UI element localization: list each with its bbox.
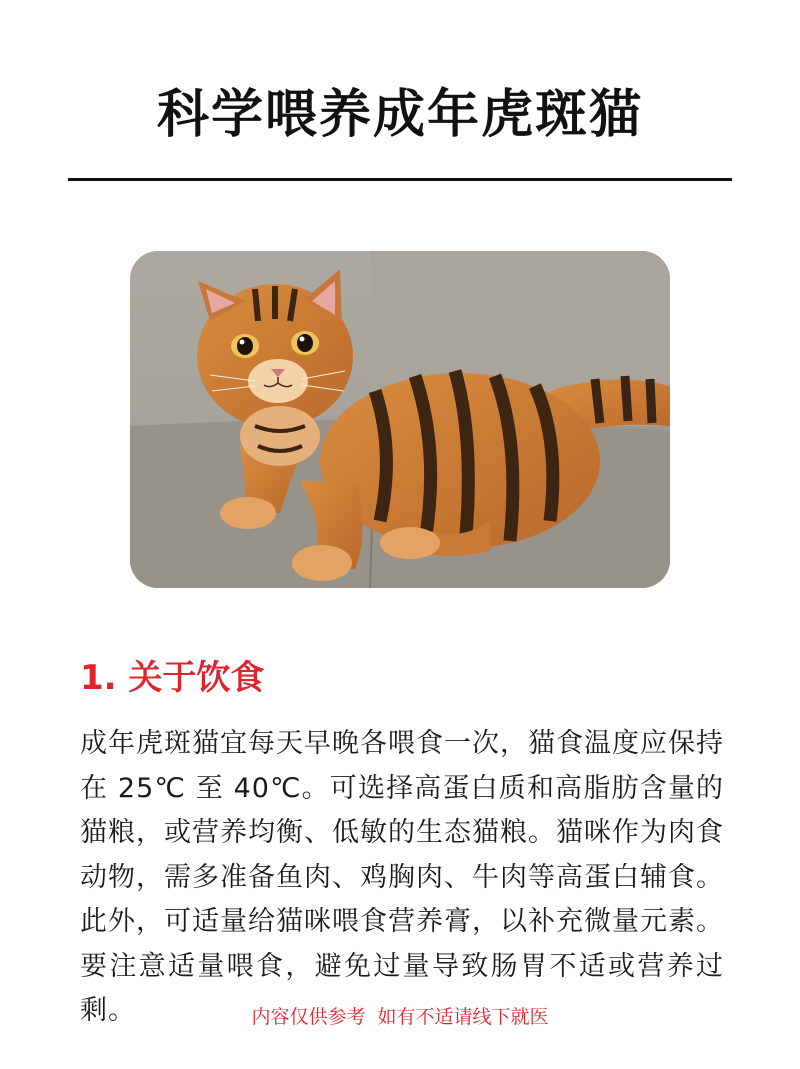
title-divider <box>68 178 732 181</box>
page-title: 科学喂养成年虎斑猫 <box>156 85 643 145</box>
body-paragraph: 成年虎斑猫宜每天早晚各喂食一次，猫食温度应保持在 25℃ 至 40℃。可选择高蛋白质和高脂肪含量的猫粮，或营养均衡、低敏的生态猫粮。猫咪作为肉食动物，需多准备鱼肉、鸡胸肉、牛肉等高蛋白辅食。此外，可适量给猫咪喂食营养膏，以补充微量元素。要注意适量喂食，避免过量导致肠胃不适或营养过剩。 <box>80 728 724 1026</box>
disclaimer-note: 内容仅供参考 如有不适请线下就医 <box>251 1006 549 1028</box>
tabby-cat-photo <box>130 251 670 588</box>
section-heading: 1. 关于饮食 <box>80 658 265 698</box>
